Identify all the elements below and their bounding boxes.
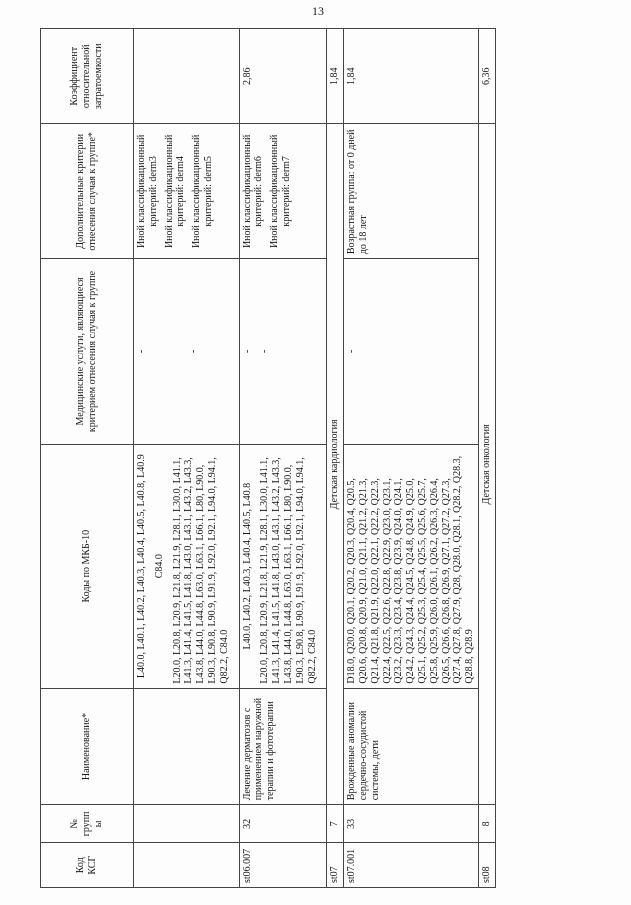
continued-services-1: -	[136, 349, 147, 354]
table-row-st07	[327, 29, 344, 888]
ksg-table	[40, 28, 496, 888]
row33-coefficient: 1,84	[344, 29, 479, 125]
header-extra-criteria: Дополнительные критерии отнесения случая к группе*	[41, 124, 134, 259]
row32-group: 32	[239, 805, 327, 843]
row33-mkb: D18.0, Q20.0, Q20.1, Q20.2, Q20.3, Q20.4, Q20.5, Q20.6, Q20.8, Q20.9, Q21.0, Q21.1, Q21.2, Q21.3, Q21.4, Q21.8, Q21.9, Q22.0, Q22.1, Q22.2, Q22.3, Q22.4, Q22.5, Q22.6, Q22.8, Q22.9, Q23.0, Q23.1, Q23.2, Q23.3, Q23.4, Q23.8, Q23.9, Q24.0, Q24.1, Q24.2, Q24.3, Q24.4, Q24.5, Q24.8, Q24.9, Q25.0, Q25.1, Q25.2, Q25.3, Q25.4, Q25.5, Q25.6, Q25.7, Q25.8, Q25.9, Q26.0, Q26.1, Q26.2, Q26.3, Q26.4, Q26.5, Q26.6, Q26.8, Q26.9, Q27.1, Q27.2, Q27.3, Q27.4, Q27.8, Q27.9, Q28, Q28.0, Q28.1, Q28.2, Q28.3, Q28.8, Q28.9	[344, 444, 479, 688]
row33-services: -	[344, 259, 479, 445]
table-row-st08	[478, 29, 495, 888]
st08-code: st08	[478, 843, 495, 888]
row32-services-1: -	[241, 349, 253, 354]
st07-coefficient: 1,84	[327, 29, 344, 125]
continued-extra-3: Иной классификационный критерий: derm5	[191, 134, 214, 249]
row32-name: Лечение дерматозов с применением наружной терапии и фототерапии	[239, 688, 327, 805]
st07-code: st07	[327, 843, 344, 888]
continued-services-3: -	[187, 349, 199, 354]
continued-extra-2: Иной классификационный критерий: derm4	[163, 134, 187, 249]
row32-coefficient: 2,86	[239, 29, 327, 125]
continued-mkb-1: L40.0, L40.1, L40.2, L40.3, L40.4, L40.5, L40.8, L40.9	[136, 454, 147, 679]
st08-heading-label: Детская онкология	[480, 424, 492, 505]
table-row-group-32	[239, 29, 327, 888]
row32-services-2: -	[259, 349, 271, 354]
continued-services-2	[154, 263, 182, 440]
row33-name: Врожденные аномалии сердечно-сосудистой системы, дети	[344, 688, 479, 805]
row32-services-cell	[239, 259, 327, 445]
continued-extra-1: Иной классификационный критерий: derm3	[136, 134, 159, 249]
row33-extra: Возрастная группа: от 0 дней до 18 лет	[344, 124, 479, 259]
page-number: 13	[312, 4, 324, 18]
row33-group: 33	[344, 805, 479, 843]
row32-extra-cell	[239, 124, 327, 259]
st08-group: 8	[478, 805, 495, 843]
row32-mkb-2: L20.0, L20.8, L20.9, L21.8, L21.9, L28.1, L30.0, L41.1, L41.3, L41.4, L41.5, L41.8, L43.0, L43.1, L43.2, L43.3, L43.8, L44.0, L44.8, L63.0, L63.1, L66.1, L80, L90.0, L90.3, L90.8, L90.9, L91.9, L92.0, L92.1, L94.0, L94.1, Q82.2, C84.0	[259, 457, 318, 684]
row32-extra-2: Иной классификационный критерий: derm7	[269, 134, 292, 249]
continued-mkb-2: C84.0	[153, 554, 165, 579]
continued-mkb-3: L20.0, L20.8, L20.9, L21.8, L21.9, L28.1, L30.0, L41.1, L41.3, L41.4, L41.5, L41.8, L43.0, L43.1, L43.2, L43.3, L43.8, L44.0, L44.8, L63.0, L63.1, L66.1, L80, L90.0, L90.3, L90.8, L90.9, L91.9, L92.0, L92.1, L94.0, L94.1, Q82.2, C84.0	[171, 457, 230, 684]
continued-services-cell	[134, 259, 240, 445]
header-group-no: № группы	[41, 805, 134, 843]
continued-mkb-cell	[134, 444, 240, 688]
header-mkb-codes: Коды по МКБ-10	[41, 444, 134, 688]
st08-coefficient: 6,36	[478, 29, 495, 125]
row32-code: st06.007	[239, 843, 327, 888]
table-row-group-33	[344, 29, 479, 888]
st07-heading-label: Детская кардиология	[329, 419, 341, 510]
st07-heading	[327, 124, 344, 805]
header-name: Наименование*	[41, 688, 134, 805]
table-row-continued	[134, 29, 240, 888]
st07-group: 7	[327, 805, 344, 843]
table-header-row	[41, 29, 134, 888]
row32-mkb-1: L40.0, L40.2, L40.3, L40.4, L40.5, L40.8	[241, 482, 253, 650]
continued-extra-cell	[134, 124, 240, 259]
header-coefficient: Коэффициент относительной затратоемкости	[41, 29, 134, 125]
row32-extra-1: Иной классификационный критерий: derm6	[241, 134, 265, 249]
st08-heading	[478, 124, 495, 805]
row32-mkb-cell	[239, 444, 327, 688]
row33-code: st07.001	[344, 843, 479, 888]
header-services: Медицинские услуги, являющиеся критерием отнесения случая к группе	[41, 259, 134, 445]
header-code-ksg: Код КСГ	[41, 843, 134, 888]
rotated-table-wrapper	[40, 28, 615, 888]
